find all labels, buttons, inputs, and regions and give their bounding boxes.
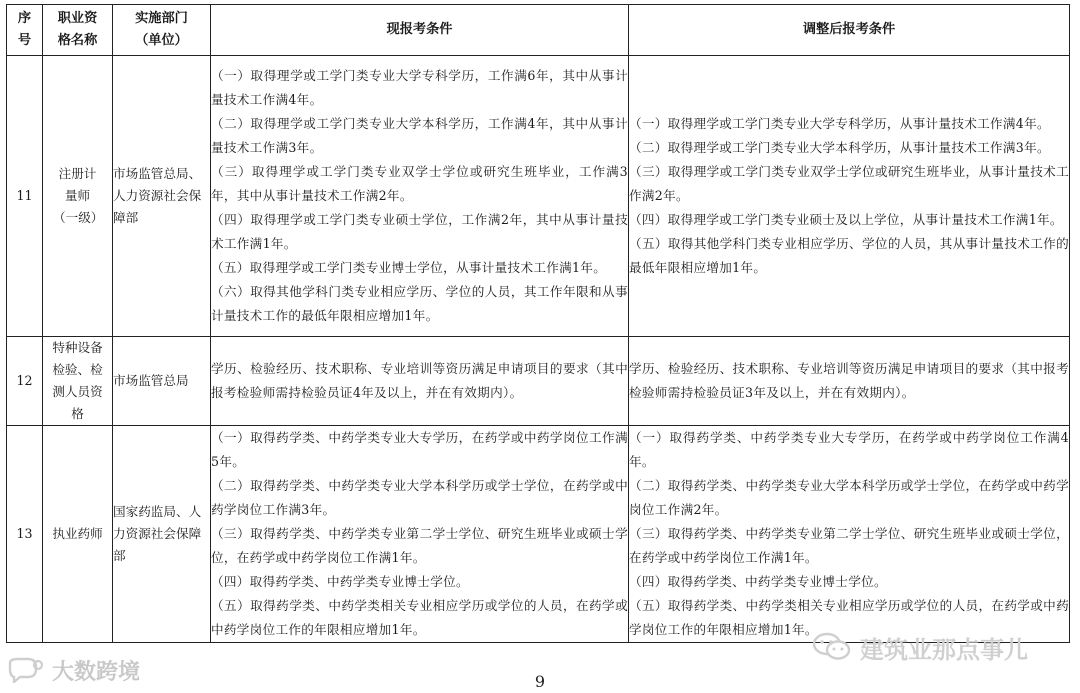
header-row xyxy=(7,5,1070,56)
condition-item: （五）取得药学类、中药学类相关专业相应学历或学位的人员，在药学或中药学岗位工作的年限相应增加1年。 xyxy=(211,598,628,637)
header-adjusted: 调整后报考条件 xyxy=(629,5,1070,56)
condition-item: （四）取得药学类、中药学类专业博士学位。 xyxy=(629,574,887,589)
condition-item: （四）取得药学类、中药学类专业博士学位。 xyxy=(211,574,469,589)
condition-item: （六）取得其他学科门类专业相应学历、学位的人员，其工作年限和从事计量技术工作的最低年限相应增加1年。 xyxy=(211,284,628,323)
condition-item: （四）取得理学或工学门类专业硕士及以上学位，从事计量技术工作满1年。 xyxy=(629,212,1063,227)
condition-item: （四）取得理学或工学门类专业硕士学位，工作满2年，其中从事计量技术工作满1年。 xyxy=(211,212,628,251)
condition-item: （一）取得药学类、中药学类专业大专学历，在药学或中药学岗位工作满4年。 xyxy=(629,430,1069,469)
watermark-left-text: 大数跨境 xyxy=(52,659,141,685)
row-current-conditions xyxy=(211,337,629,426)
header-current: 现报考条件 xyxy=(211,5,629,56)
row-dept: 国家药监局、人力资源社会保障部 xyxy=(113,426,211,643)
row-seq: 11 xyxy=(7,56,43,337)
row-current-conditions xyxy=(211,426,629,643)
header-seq: 序号 xyxy=(7,5,43,56)
row-adjusted-conditions xyxy=(629,426,1070,643)
wechat-icon xyxy=(812,631,852,663)
condition-item: 学历、检验经历、技术职称、专业培训等资历满足申请项目的要求（其中报考检验师需持检验员证4年及以上，并在有效期内）。 xyxy=(211,361,628,400)
table-row xyxy=(7,56,1070,337)
condition-item: （二）取得药学类、中药学类专业大学本科学历或学士学位，在药学或中药学岗位工作满3年。 xyxy=(211,478,628,517)
condition-item: （三）取得理学或工学门类专业双学士学位或研究生班毕业，工作满3年，其中从事计量技术工作满2年。 xyxy=(211,164,628,203)
row-adjusted-conditions xyxy=(629,56,1070,337)
condition-item: （五）取得药学类、中药学类相关专业相应学历或学位的人员，在药学或中药学岗位工作的年限相应增加1年。 xyxy=(629,598,1069,637)
row-current-conditions xyxy=(211,56,629,337)
condition-item: （二）取得理学或工学门类专业大学本科学历，从事计量技术工作满3年。 xyxy=(629,140,1050,155)
row-dept: 市场监管总局、人力资源社会保障部 xyxy=(113,56,211,337)
condition-item: （三）取得药学类、中药学类专业第二学士学位、研究生班毕业或硕士学位，在药学或中药学岗位工作满1年。 xyxy=(629,526,1069,565)
condition-item: （一）取得药学类、中药学类专业大专学历，在药学或中药学岗位工作满5年。 xyxy=(211,430,628,469)
watermark-right xyxy=(812,630,1028,664)
watermark-right-text: 建筑业那点事儿 xyxy=(860,635,1028,664)
row-dept: 市场监管总局 xyxy=(113,337,211,426)
row-name: 执业药师 xyxy=(43,426,113,643)
row-seq: 13 xyxy=(7,426,43,643)
table-row xyxy=(7,426,1070,643)
header-dept: 实施部门（单位） xyxy=(113,5,211,56)
condition-item: （五）取得理学或工学门类专业博士学位，从事计量技术工作满1年。 xyxy=(211,260,607,275)
row-adjusted-conditions xyxy=(629,337,1070,426)
condition-item: 学历、检验经历、技术职称、专业培训等资历满足申请项目的要求（其中报考检验师需持检验员证3年及以上，并在有效期内）。 xyxy=(629,361,1069,400)
row-name: 特种设备检验、检测人员资格 xyxy=(43,337,113,426)
qualification-table xyxy=(6,4,1070,643)
condition-item: （一）取得理学或工学门类专业大学专科学历，工作满6年，其中从事计量技术工作满4年。 xyxy=(211,68,628,107)
condition-item: （二）取得药学类、中药学类专业大学本科学历或学士学位，在药学或中药学岗位工作满2年。 xyxy=(629,478,1069,517)
condition-item: （三）取得理学或工学门类专业双学士学位或研究生班毕业，从事计量技术工作满2年。 xyxy=(629,164,1069,203)
condition-item: （一）取得理学或工学门类专业大学专科学历，从事计量技术工作满4年。 xyxy=(629,116,1050,131)
condition-item: （三）取得药学类、中药学类专业第二学士学位、研究生班毕业或硕士学位，在药学或中药学岗位工作满1年。 xyxy=(211,526,628,565)
table-row xyxy=(7,337,1070,426)
row-name: 注册计量师（一级） xyxy=(43,56,113,337)
header-name: 职业资格名称 xyxy=(43,5,113,56)
condition-item: （五）取得其他学科门类专业相应学历、学位的人员，其从事计量技术工作的最低年限相应增加1年。 xyxy=(629,236,1069,275)
condition-item: （二）取得理学或工学门类专业大学本科学历，工作满4年，其中从事计量技术工作满3年。 xyxy=(211,116,628,155)
row-seq: 12 xyxy=(7,337,43,426)
page-number: 9 xyxy=(534,672,546,691)
